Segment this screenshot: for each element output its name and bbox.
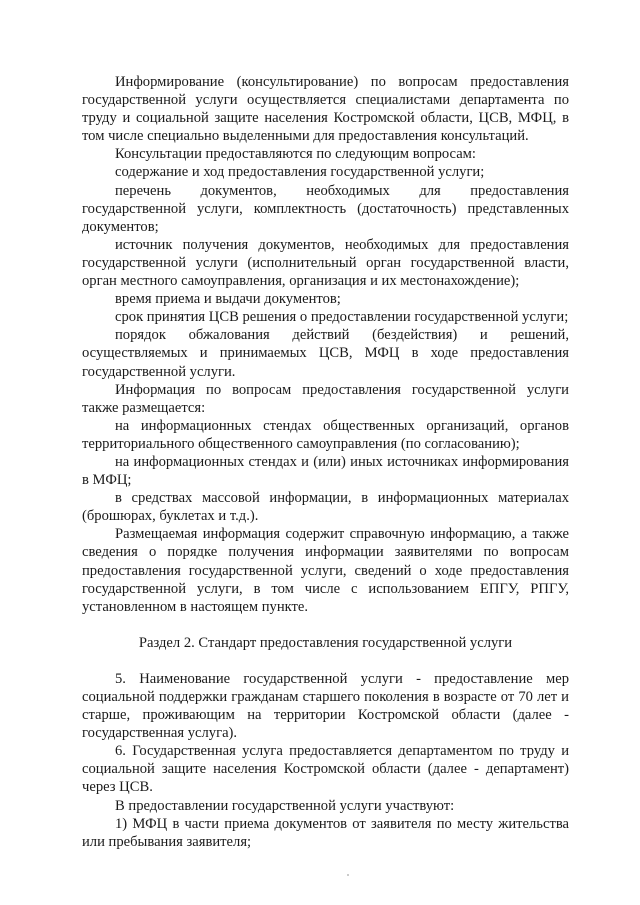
paragraph: в средствах массовой информации, в информационных материалах (брошюрах, буклетах и т.д.).: [82, 490, 569, 525]
paragraph: порядок обжалования действий (бездействия) и решений, осуществляемых и принимаемых ЦСВ, МФЦ в ходе предоставления государственной услуги.: [82, 327, 569, 380]
paragraph: на информационных стендах общественных организаций, органов территориального общественного самоуправления (по согласованию);: [82, 417, 569, 452]
paragraph: срок принятия ЦСВ решения о предоставлении государственной услуги;: [115, 309, 569, 326]
paragraph: Консультации предоставляются по следующим вопросам:: [115, 146, 476, 163]
spacer: [82, 616, 569, 634]
paragraph: на информационных стендах и (или) иных источниках информирования в МФЦ;: [82, 453, 569, 489]
paragraph: время приема и выдачи документов;: [115, 291, 341, 308]
paragraph: Информирование (консультирование) по вопросам предоставления государственной услуги осуществляется специалистами департамента по труду и социальной защите населения Костромской области, ЦСВ, МФЦ, в том числе специально выделенными для предоставления консультаций.: [82, 74, 569, 145]
paragraph: перечень документов, необходимых для предоставления государственной услуги, комплектность (достаточность) представленных документов;: [82, 182, 569, 235]
paragraph: 5. Наименование государственной услуги - предоставление мер социальной поддержки гражданам старшего поколения в возрасте от 70 лет и старше, проживающим на территории Костромской области (далее - государственная услуга).: [82, 670, 569, 742]
document-page: [82, 73, 569, 851]
section-heading: Раздел 2. Стандарт предоставления государственной услуги: [138, 634, 513, 651]
scan-speck: [347, 874, 349, 876]
spacer: [82, 652, 569, 670]
paragraph: В предоставлении государственной услуги участвуют:: [115, 797, 455, 814]
paragraph: Размещаемая информация содержит справочную информацию, а также сведения о порядке получения информации заявителями по вопросам предоставления государственной услуги, сведений о ходе предоставления государственной услуги, в том числе с использованием ЕПГУ, РПГУ, установленном в настоящем пункте.: [82, 526, 569, 615]
paragraph: источник получения документов, необходимых для предоставления государственной услуги (исполнительный орган государственной власти, орган местного самоуправления, организация и их местонахождение);: [82, 236, 569, 290]
paragraph: 6. Государственная услуга предоставляется департаментом по труду и социальной защите населения Костромской области (далее - департамент) через ЦСВ.: [82, 743, 569, 796]
paragraph: Информация по вопросам предоставления государственной услуги также размещается:: [82, 381, 569, 416]
paragraph: 1) МФЦ в части приема документов от заявителя по месту жительства или пребывания заявителя;: [82, 815, 569, 850]
paragraph: содержание и ход предоставления государственной услуги;: [115, 164, 485, 181]
